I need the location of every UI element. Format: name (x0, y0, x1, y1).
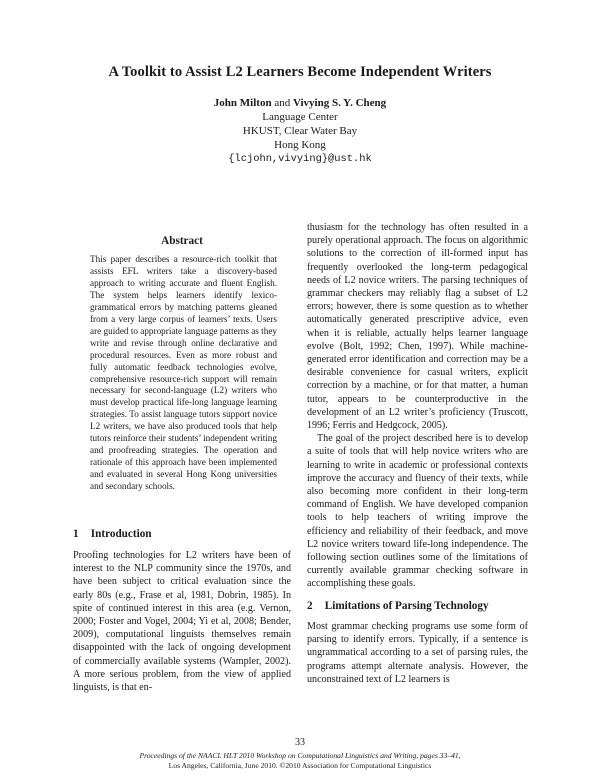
section-2-text: Most grammar checking programs use some form of parsing to identify errors. Typically, if a sentence is ungrammatical according to a set of parsing rules, the programs attempt alternate analysis. However, the unconstrained text of L2 learners is (307, 621, 528, 685)
abstract-text: This paper describes a resource-rich toolkit that assists EFL writers take a discovery-based approach to writing accurate and fluent English. The system helps learners identify lexico-grammatical errors by matching patterns gleaned from a very large corpus of learners’ texts. Users are guided to appropriate language patterns as they write and revise through online declarative and procedural resources. Even as more robust and fully automatic feedback technologies evolve, comprehensive resource-rich support will remain necessary for second-language (L2) writers who must develop practical life-long language learning strategies. To assist language tutors support novice L2 writers, we have also produced tools that help tutors reinforce their students’ independent writing and proofreading strategies. The operation and rationale of this approach have been implemented and evaluated in several Hong Kong universities and secondary schools. (90, 254, 277, 492)
paper-title: A Toolkit to Assist L2 Learners Become Independent Writers (108, 64, 492, 80)
author-1: John Milton (213, 97, 272, 109)
right-column (307, 221, 528, 591)
page-number: 33 (295, 737, 305, 748)
affiliation-line-3: Hong Kong (274, 139, 326, 151)
section-2-heading (307, 600, 489, 612)
right-column-paragraph-1: thusiasm for the technology has often resulted in a purely operational approach. The focus on algorithmic solutions to the correction of ill-formed input has frequently overlooked the long-term pedagogical needs of L2 novice writers. The parsing techniques of grammar checkers may reliably flag a subset of L2 errors; however, there is some question as to whether automatically generated prescriptive advice, even when it is reliable, actually helps learner language evolve (Bolt, 1992; Chen, 1997). While machine-generated error identification and correction may be a desirable convenience for casual writers, explicit correction by a machine, or for that matter, a human tutor, appears to be counterproductive in the development of an L2 writer’s proficiency (Truscott, 1996; Ferris and Hedgcock, 2005). (307, 222, 528, 432)
author-names (0, 96, 600, 110)
footer-location: Los Angeles, California, June 2010. ©2010 Association for Computational Linguistics (168, 760, 432, 770)
affiliation-line-1: Language Center (262, 111, 338, 123)
section-1-number: 1 (73, 528, 79, 540)
author-block (0, 96, 600, 166)
section-2-title: Limitations of Parsing Technology (324, 600, 489, 612)
author-conjunction: and (274, 97, 291, 109)
author-2: Vivying S. Y. Cheng (292, 97, 387, 109)
footer (0, 751, 600, 770)
section-1-heading (73, 528, 152, 540)
section-2-number: 2 (307, 600, 313, 612)
section-1-title: Introduction (90, 528, 152, 540)
right-column-paragraph-2: The goal of the project described here is to develop a suite of tools that will help novice writers who are learning to write in academic or professional contexts improve the accuracy and fluency of their texts, while also becoming more confident in their long-term command of English. We have developed companion tools to help teachers of writing improve the efficiency and reliability of their feedback, and move L2 novice writers toward life-long independence. The following section outlines some of the limitations of currently available grammar checking software in accomplishing these goals. (307, 433, 528, 590)
author-email[interactable]: {lcjohn,vivying}@ust.hk (228, 153, 372, 165)
affiliation-line-2: HKUST, Clear Water Bay (242, 125, 358, 137)
footer-proceedings: Proceedings of the NAACL HLT 2010 Workshop on Computational Linguistics and Writing, pages 33–41, (139, 751, 461, 760)
section-1-text: Proofing technologies for L2 writers have been of interest to the NLP community since the 1970s, and have been subject to critical evaluation since the early 80s (e.g., Frase et al, 1981, Dobrin, 1985). In spite of continued interest in this area (e.g. Vernon, 2000; Foster and Vogel, 2004; Yi et al, 2008; Bender, 2009), computational linguists themselves remain disappointed with the lack of ongoing development of commercially available systems (Wampler, 2002). A more serious problem, from the view of applied linguists, is that en- (73, 550, 291, 694)
abstract-heading: Abstract (161, 235, 203, 247)
